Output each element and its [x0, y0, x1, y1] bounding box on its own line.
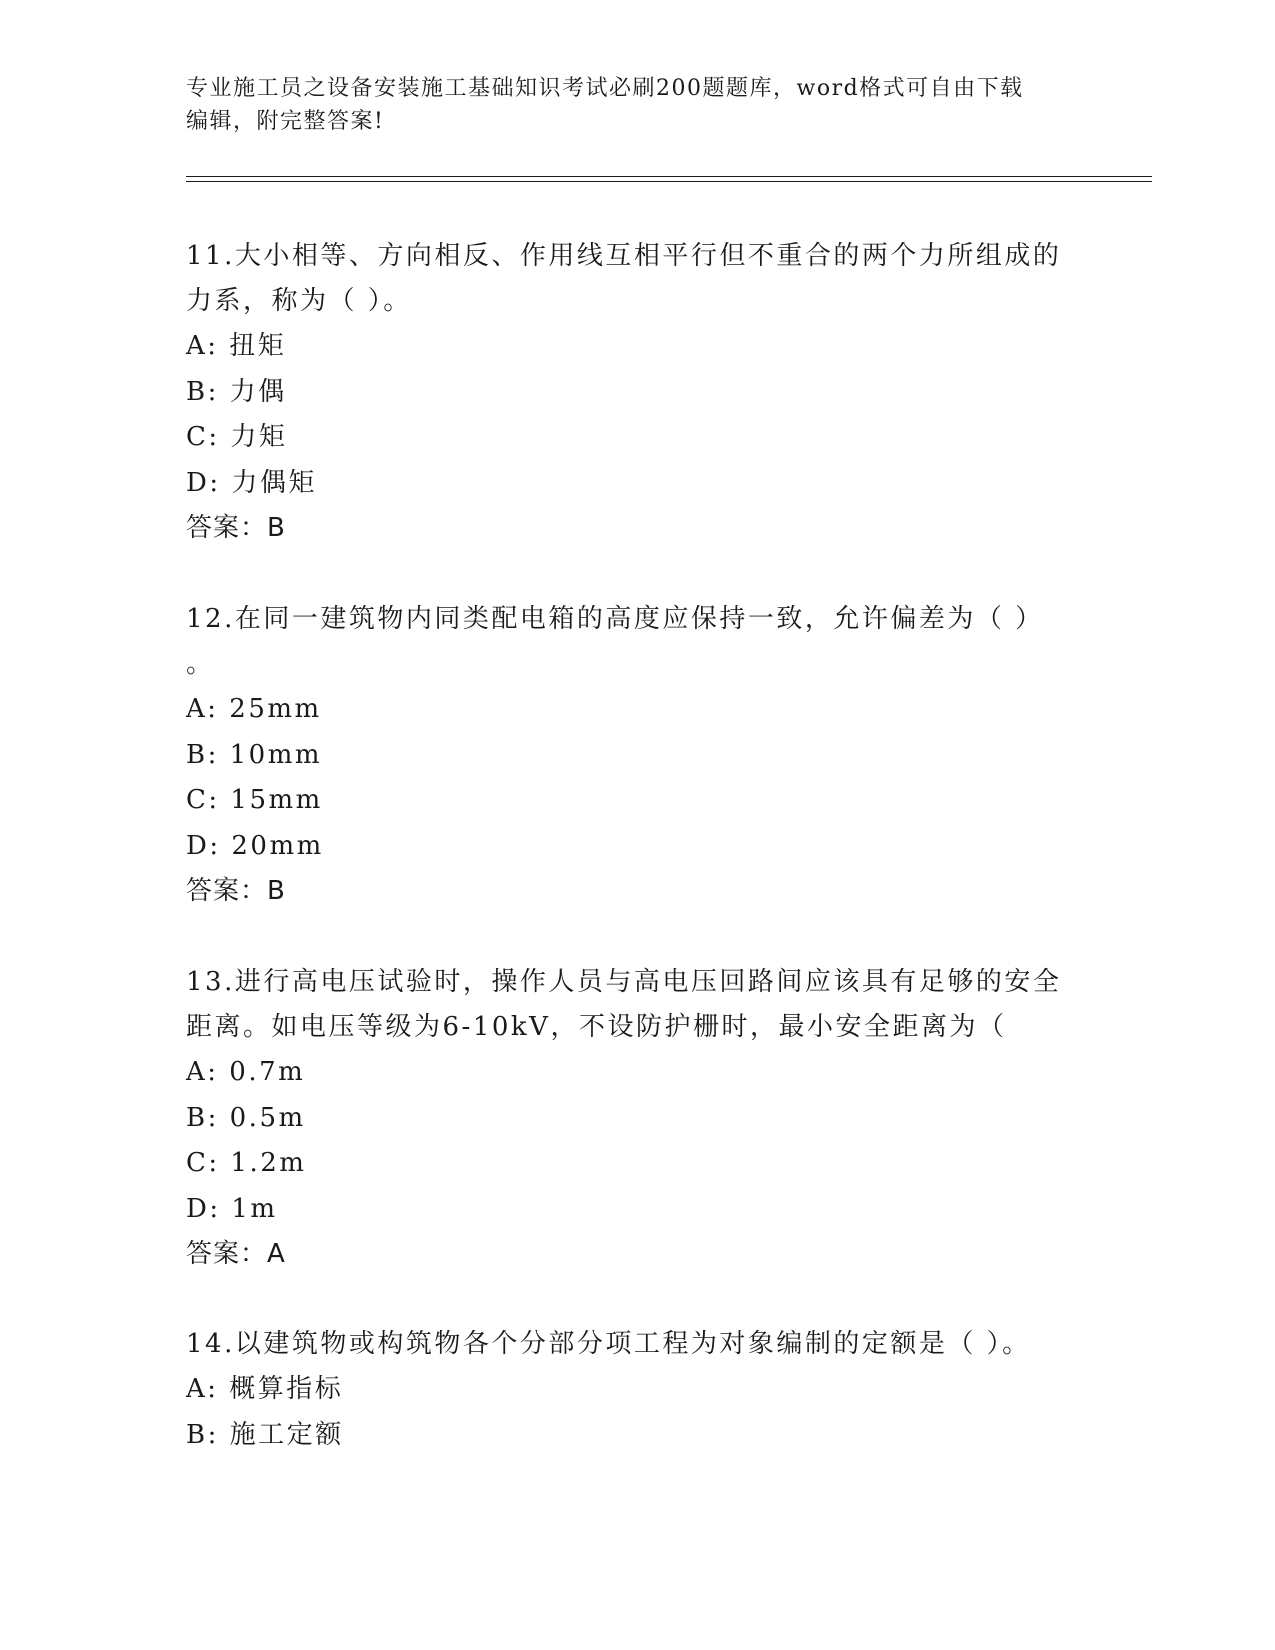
- question-stem-line: 。: [186, 649, 215, 679]
- question-stem-line: 14.以建筑物或构筑物各个分部分项工程为对象编制的定额是（ ）。: [186, 1329, 1031, 1359]
- option-d: D: 1m: [186, 1193, 278, 1224]
- option-c: C: 力矩: [186, 422, 288, 452]
- option-b: B: 10mm: [186, 739, 323, 770]
- header-title-line-1: 专业施工员之设备安装施工基础知识考试必刷200题题库，word格式可自由下载: [186, 76, 1024, 101]
- option-d: D: 力偶矩: [186, 467, 317, 498]
- question-11: [186, 234, 1086, 551]
- option-a: A: 25mm: [186, 694, 322, 724]
- header-title-line-2: 编辑，附完整答案!: [186, 109, 385, 134]
- option-c: C: 15mm: [186, 785, 323, 815]
- option-d: D: 20mm: [186, 830, 324, 861]
- option-b: B: 力偶: [186, 376, 287, 407]
- option-a: A: 概算指标: [186, 1374, 344, 1404]
- question-13: [186, 960, 1086, 1277]
- option-b: B: 施工定额: [186, 1419, 344, 1450]
- option-a: A: 0.7m: [186, 1057, 306, 1087]
- option-c: C: 1.2m: [186, 1148, 307, 1178]
- question-stem-line: 12.在同一建筑物内同类配电箱的高度应保持一致，允许偏差为（ ）: [186, 604, 1044, 634]
- option-b: B: 0.5m: [186, 1102, 306, 1133]
- question-stem-line: 11.大小相等、方向相反、作用线互相平行但不重合的两个力所组成的: [186, 241, 1062, 271]
- answer-line: 答案：A: [186, 1239, 286, 1269]
- question-14: [186, 1322, 1086, 1458]
- header-divider-bottom: [186, 181, 1152, 182]
- option-a: A: 扭矩: [186, 331, 287, 361]
- answer-line: 答案：B: [186, 513, 286, 543]
- document-header: [186, 72, 1086, 138]
- answer-line: 答案：B: [186, 876, 286, 906]
- question-stem-line: 13.进行高电压试验时，操作人员与高电压回路间应该具有足够的安全: [186, 967, 1062, 997]
- question-stem-line: 力系，称为（ ）。: [186, 286, 412, 316]
- question-12: [186, 597, 1086, 914]
- header-divider-top: [186, 176, 1152, 177]
- question-stem-line: 距离。如电压等级为6-10kV，不设防护栅时，最小安全距离为（: [186, 1012, 1007, 1042]
